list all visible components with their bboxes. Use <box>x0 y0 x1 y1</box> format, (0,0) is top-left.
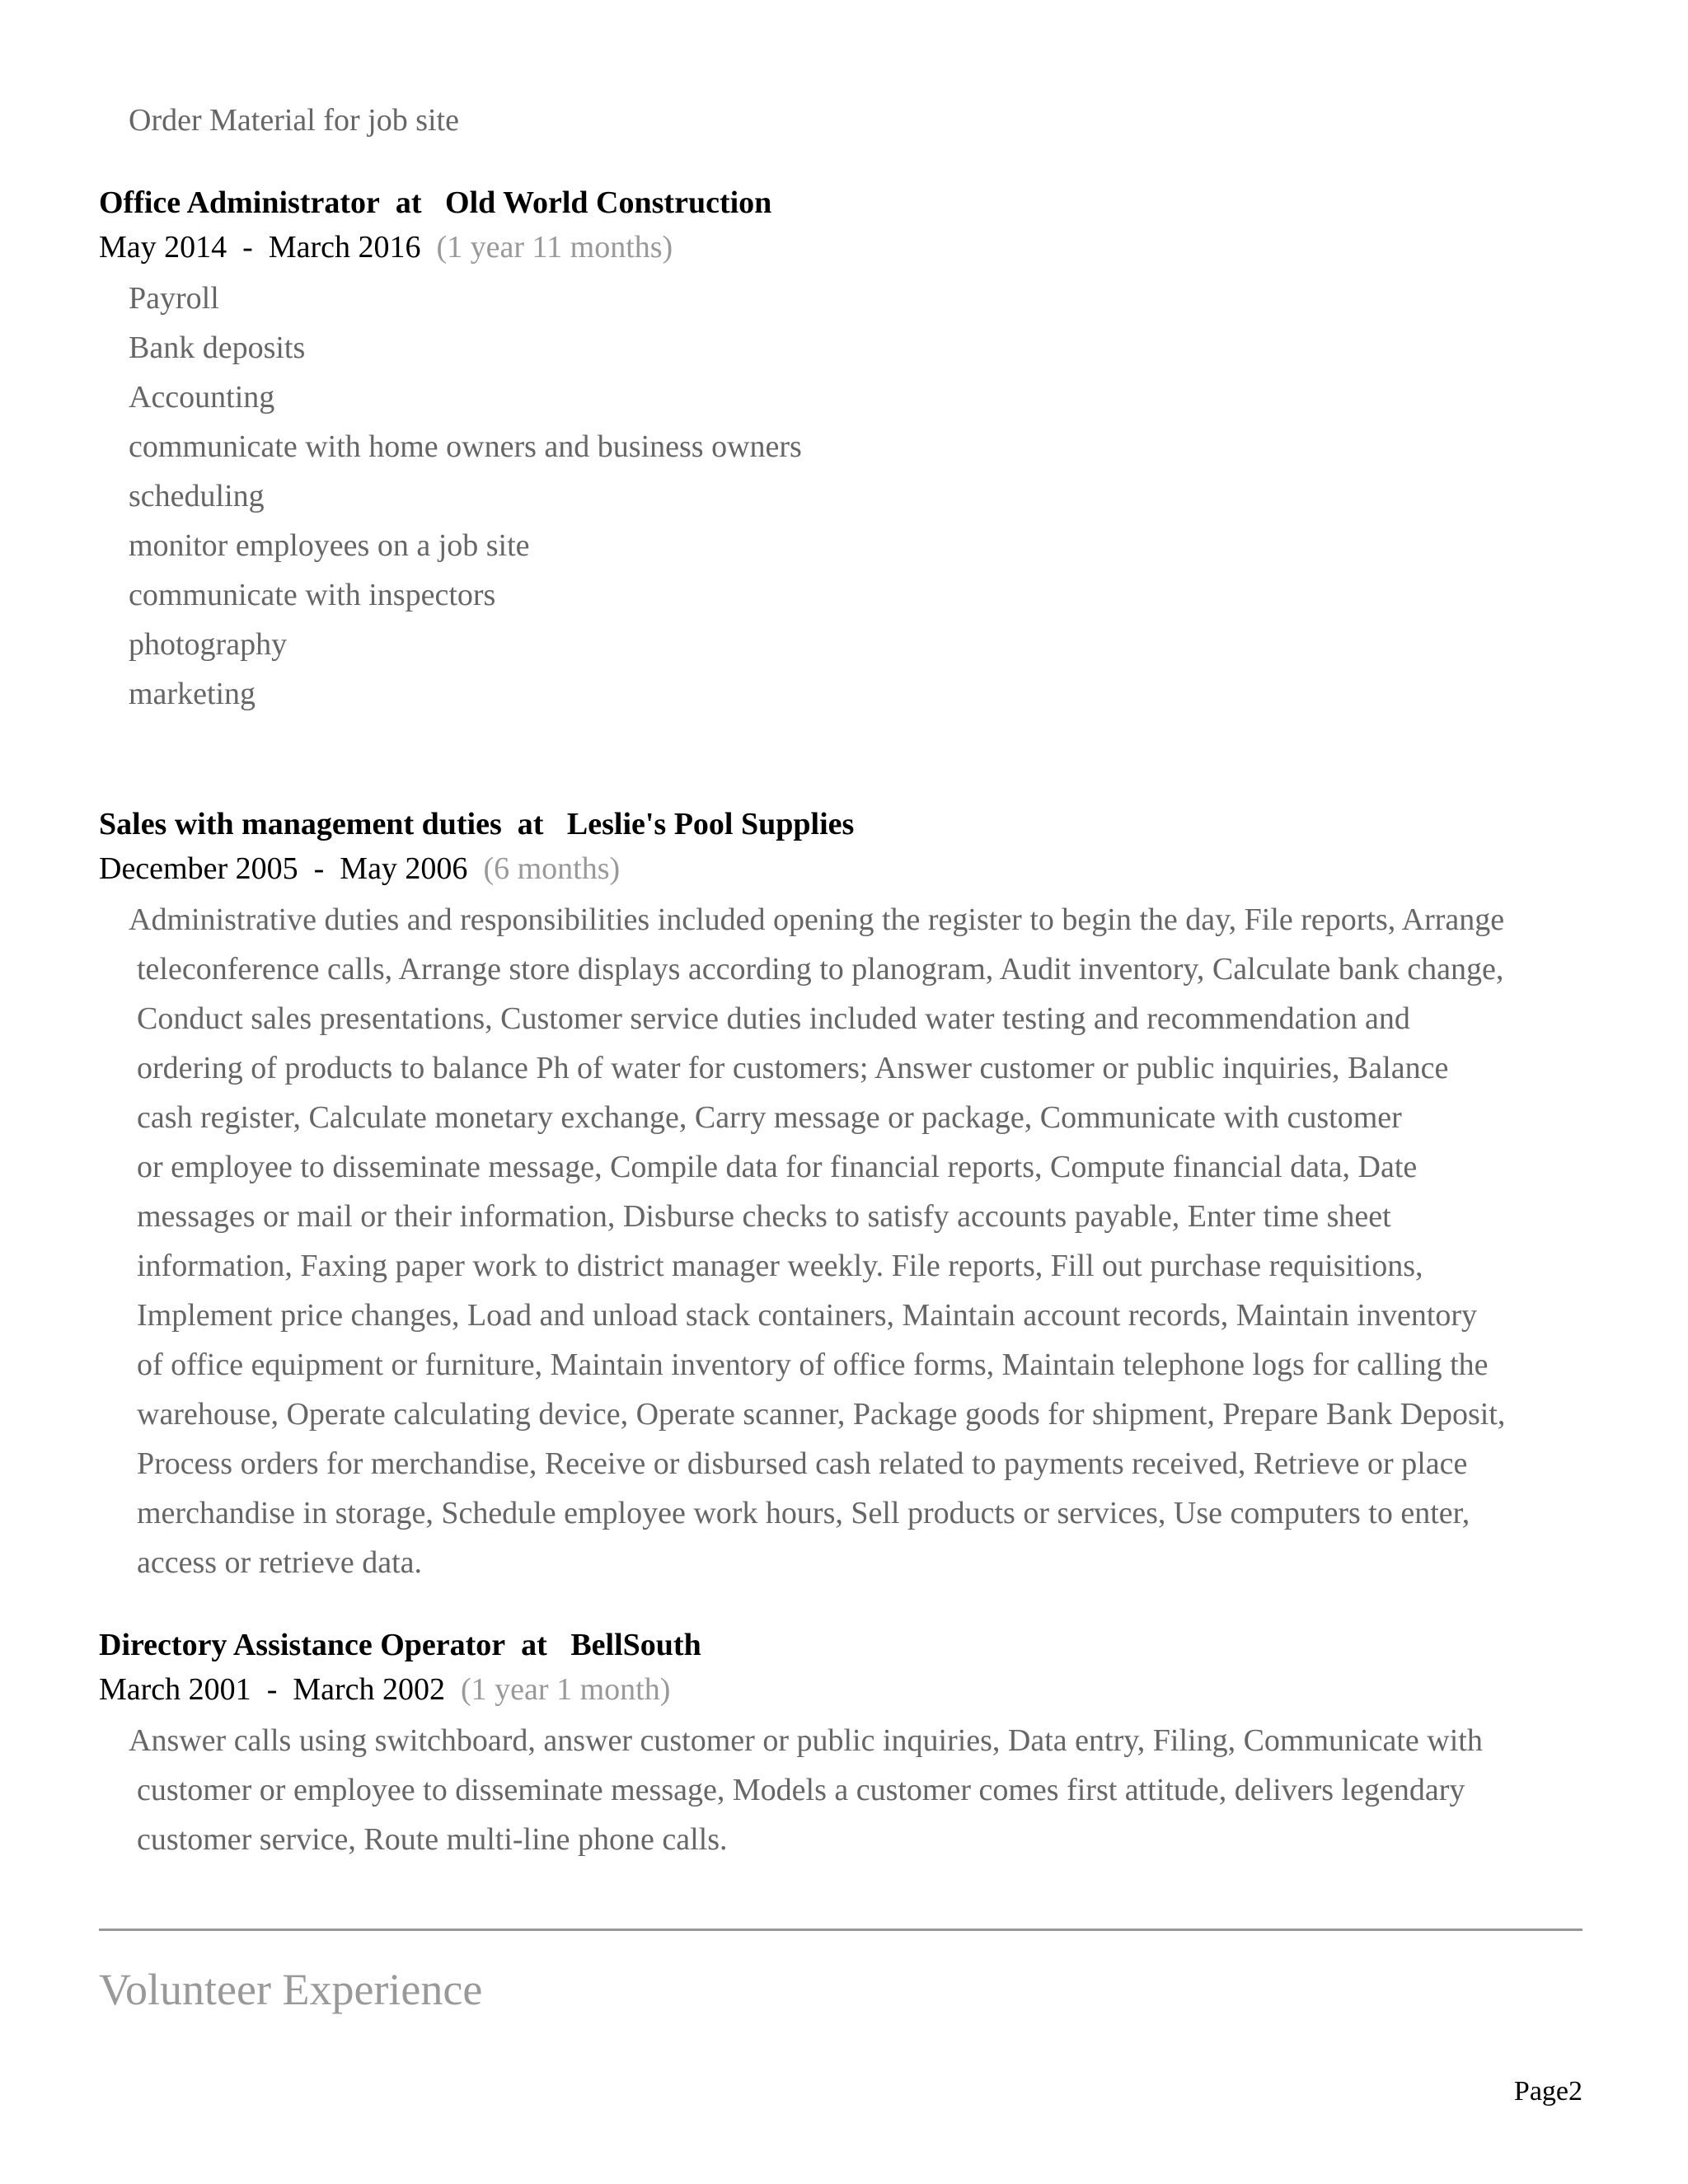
description-line: messages or mail or their information, Disburse checks to satisfy accounts payable, Enter time sheet <box>137 1199 1391 1234</box>
job-duration: (1 year 1 month) <box>461 1672 671 1707</box>
task-item: Order Material for job site <box>129 103 459 138</box>
task-item: communicate with inspectors <box>129 578 496 612</box>
job-company: Leslie's Pool Supplies <box>566 807 855 841</box>
job-at: at <box>517 807 544 841</box>
description-line: cash register, Calculate monetary exchange, Carry message or package, Communicate with customer <box>137 1100 1402 1135</box>
job-title: Sales with management duties <box>99 807 502 841</box>
task-item: monitor employees on a job site <box>129 528 530 563</box>
description-line: teleconference calls, Arrange store displays according to planogram, Audit inventory, Calculate bank change, <box>137 952 1504 987</box>
page-number: Page2 <box>1513 2076 1582 2107</box>
job-dates <box>99 227 673 267</box>
job-end-date: March 2002 <box>293 1672 446 1707</box>
description-line: warehouse, Operate calculating device, Operate scanner, Package goods for shipment, Prepare Bank Deposit, <box>137 1397 1506 1432</box>
section-divider <box>99 1929 1582 1931</box>
job-dates <box>99 1670 670 1709</box>
job-start-date: March 2001 <box>99 1672 251 1707</box>
description-line: Conduct sales presentations, Customer service duties included water testing and recommendation and <box>137 1001 1410 1036</box>
job-start-date: December 2005 <box>99 851 298 886</box>
description-line: merchandise in storage, Schedule employee work hours, Sell products or services, Use computers to enter, <box>137 1496 1470 1530</box>
job-title-heading <box>99 804 854 844</box>
task-item: communicate with home owners and business owners <box>129 429 802 464</box>
job-end-date: May 2006 <box>340 851 468 886</box>
description-line: Process orders for merchandise, Receive or disbursed cash related to payments received, Retrieve or place <box>137 1446 1468 1481</box>
description-line: Implement price changes, Load and unload stack containers, Maintain account records, Maintain inventory <box>137 1298 1478 1333</box>
description-line: information, Faxing paper work to district manager weekly. File reports, Fill out purchase requisitions, <box>137 1249 1423 1283</box>
task-item: Bank deposits <box>129 330 306 365</box>
job-at: at <box>395 185 422 220</box>
job-title-heading <box>99 183 771 223</box>
job-at: at <box>521 1628 547 1662</box>
job-company: Old World Construction <box>445 185 772 220</box>
task-item: Payroll <box>129 281 219 316</box>
job-duration: (1 year 11 months) <box>436 230 673 265</box>
description-line: Answer calls using switchboard, answer customer or public inquiries, Data entry, Filing, Communicate with <box>129 1723 1483 1758</box>
description-line: customer service, Route multi-line phone calls. <box>137 1822 728 1857</box>
description-line: customer or employee to disseminate message, Models a customer comes first attitude, delivers legendary <box>137 1773 1465 1807</box>
section-heading-volunteer: Volunteer Experience <box>99 1965 483 2014</box>
date-separator: - <box>242 230 253 265</box>
job-title-heading <box>99 1625 701 1665</box>
task-item: marketing <box>129 677 256 711</box>
task-item: photography <box>129 627 288 662</box>
job-company: BellSouth <box>570 1628 701 1662</box>
description-line: ordering of products to balance Ph of water for customers; Answer customer or public inquiries, Balance <box>137 1051 1449 1085</box>
description-line: of office equipment or furniture, Maintain inventory of office forms, Maintain telephone logs for calling the <box>137 1347 1489 1382</box>
job-title: Office Administrator <box>99 185 380 220</box>
task-item: scheduling <box>129 479 265 513</box>
job-start-date: May 2014 <box>99 230 227 265</box>
description-line: Administrative duties and responsibilities included opening the register to begin the day, File reports, Arrange <box>129 902 1505 937</box>
job-end-date: March 2016 <box>268 230 421 265</box>
job-title: Directory Assistance Operator <box>99 1628 506 1662</box>
description-line: access or retrieve data. <box>137 1545 423 1580</box>
date-separator: - <box>313 851 325 886</box>
job-duration: (6 months) <box>483 851 621 886</box>
description-line: or employee to disseminate message, Compile data for financial reports, Compute financial data, Date <box>137 1150 1418 1184</box>
task-item: Accounting <box>129 380 275 415</box>
date-separator: - <box>266 1672 278 1707</box>
job-dates <box>99 849 620 888</box>
